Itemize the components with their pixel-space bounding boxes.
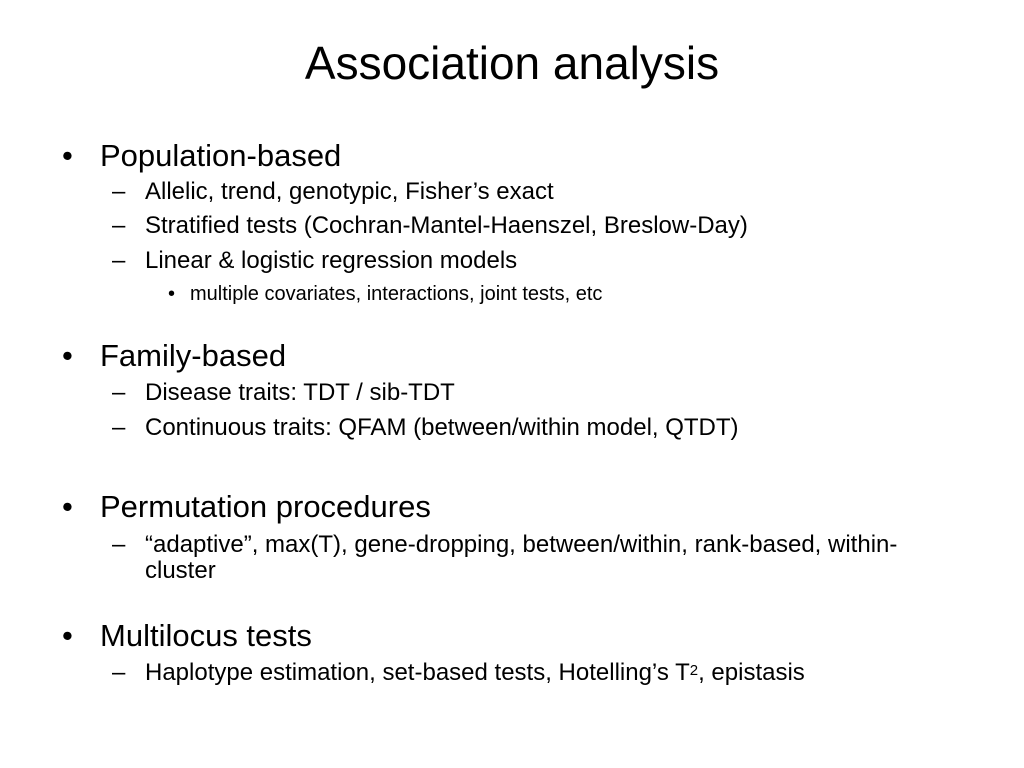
subitem-text: Stratified tests (Cochran-Mantel-Haenszel, Breslow-Day): [145, 212, 748, 239]
dash-marker: –: [112, 414, 126, 441]
subitem-stratified-tests: [112, 213, 992, 239]
dash-marker: –: [112, 178, 126, 205]
subitem-text: Continuous traits: QFAM (between/within model, QTDT): [145, 414, 739, 441]
dash-marker: –: [112, 379, 126, 406]
subsubitem-text: multiple covariates, interactions, joint tests, etc: [190, 283, 603, 305]
subitem-text-suffix: , epistasis: [698, 659, 805, 686]
bullet-label: Multilocus tests: [100, 618, 312, 653]
dash-marker: –: [112, 531, 126, 558]
subitem-text: “adaptive”, max(T), gene-dropping, between/within, rank-based, within-cluster: [145, 531, 898, 584]
bullet-family-based: [62, 338, 962, 374]
slide-title: Association analysis: [304, 37, 720, 89]
dash-marker: –: [112, 659, 126, 686]
dash-marker: –: [112, 247, 126, 274]
bullet-marker: •: [62, 338, 73, 373]
subitem-regression-models: [112, 248, 992, 274]
bullet-label: Family-based: [100, 338, 287, 373]
subitem-multilocus-methods: [112, 660, 992, 686]
bullet-marker: •: [168, 283, 176, 305]
subitem-allelic-tests: [112, 179, 992, 205]
subitem-text: Disease traits: TDT / sib-TDT: [145, 379, 455, 406]
subitem-text-prefix: Haplotype estimation, set-based tests, Hotelling’s T: [145, 659, 690, 686]
subitem-text: Allelic, trend, genotypic, Fisher’s exact: [145, 178, 554, 205]
subitem-disease-traits: [112, 380, 992, 406]
bullet-permutation-procedures: [62, 489, 962, 525]
bullet-label: Population-based: [100, 138, 342, 173]
subitem-continuous-traits: [112, 415, 992, 441]
subitem-text: Linear & logistic regression models: [145, 247, 518, 274]
superscript-two: 2: [689, 662, 699, 679]
bullet-label: Permutation procedures: [100, 489, 431, 524]
bullet-population-based: [62, 138, 962, 174]
subsubitem-covariates: [168, 282, 968, 306]
bullet-marker: •: [62, 138, 73, 173]
bullet-multilocus-tests: [62, 618, 962, 654]
dash-marker: –: [112, 212, 126, 239]
subitem-text: [145, 660, 805, 686]
bullet-marker: •: [62, 618, 73, 653]
bullet-marker: •: [62, 489, 73, 524]
subitem-permutation-methods: [112, 532, 952, 584]
